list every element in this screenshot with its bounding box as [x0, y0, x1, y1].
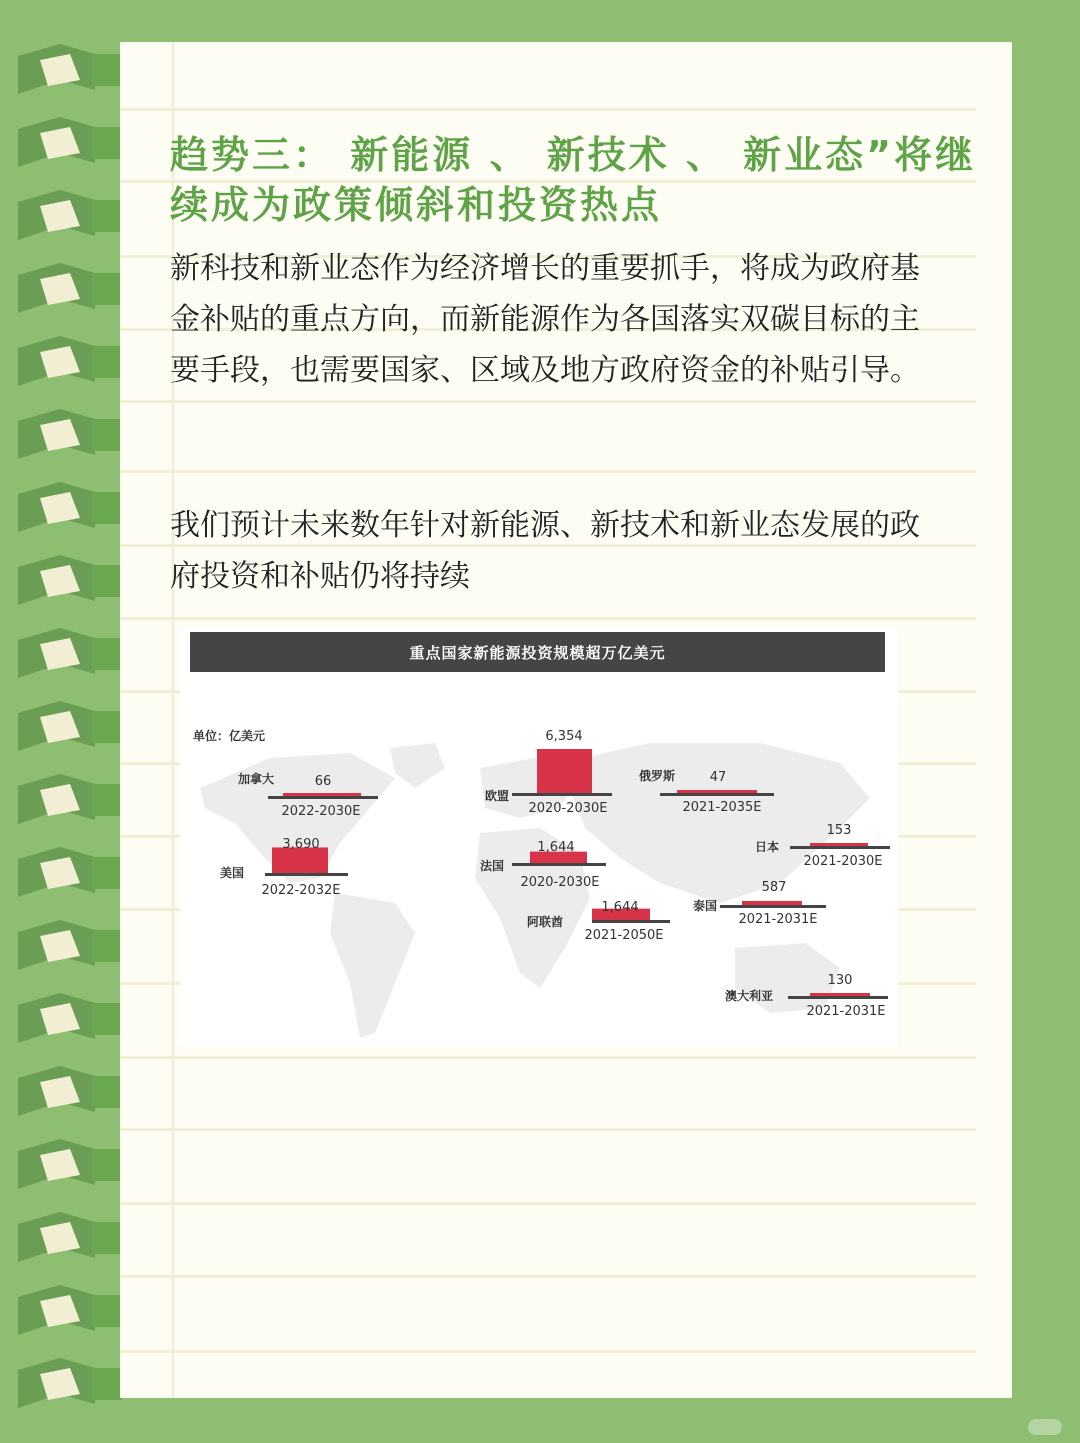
- spiral-tab: [92, 930, 122, 962]
- region-label: 泰国: [693, 899, 718, 913]
- spiral-tab: [92, 1295, 122, 1327]
- bar-baseline: [512, 863, 606, 866]
- data-label: 66: [314, 774, 332, 789]
- region-label: 法国: [480, 859, 505, 873]
- ruled-line: [120, 1350, 976, 1353]
- period-label: 2020-2030E: [528, 801, 608, 816]
- period-label: 2021-2035E: [682, 800, 762, 815]
- ruled-line: [120, 1275, 976, 1278]
- bar-0: [283, 793, 361, 796]
- paragraph-2: 我们预计未来数年针对新能源、新技术和新业态发展的政府投资和补贴仍将持续: [170, 508, 920, 594]
- region-label: 日本: [755, 840, 780, 854]
- bar-baseline: [790, 846, 890, 849]
- data-label: 1,644: [537, 840, 575, 855]
- bar-5: [677, 790, 757, 793]
- bar-6: [810, 843, 868, 846]
- notebook-spiral: [0, 0, 130, 1443]
- watermark-badge: [1028, 1419, 1062, 1435]
- region-label: 澳大利亚: [725, 989, 774, 1003]
- region-label: 欧盟: [485, 789, 510, 803]
- period-label: 2020-2030E: [520, 875, 600, 890]
- page-title: 趋势三： 新能源 、 新技术 、 新业态”将继续成为政策倾斜和投资热点: [170, 133, 977, 227]
- bar-baseline: [592, 920, 670, 923]
- period-label: 2021-2031E: [738, 912, 818, 927]
- spiral-tab: [92, 1076, 122, 1108]
- ruled-line: [120, 470, 976, 473]
- data-label: 587: [761, 880, 787, 895]
- ruled-line: [120, 1202, 976, 1205]
- chart-title: 重点国家新能源投资规模超万亿美元: [190, 632, 885, 672]
- spiral-tab: [92, 1003, 122, 1035]
- data-label: 1,644: [601, 900, 639, 915]
- spiral-tab: [92, 565, 122, 597]
- world-map-chart: [180, 628, 898, 1046]
- spiral-tab: [92, 784, 122, 816]
- paragraph-1: 新科技和新业态作为经济增长的重要抓手，将成为政府基金补贴的重点方向，而新能源作为各国落实双碳目标的主要手段，也需要国家、区域及地方政府资金的补贴引导。: [170, 251, 920, 388]
- period-label: 2021-2050E: [584, 928, 664, 943]
- region-label: 美国: [220, 866, 245, 880]
- ruled-line: [120, 1056, 976, 1059]
- period-label: 2021-2030E: [803, 854, 883, 869]
- spiral-tab: [92, 711, 122, 743]
- ruled-line: [120, 1128, 976, 1131]
- period-label: 2022-2032E: [261, 883, 341, 898]
- bar-baseline: [512, 793, 612, 796]
- spiral-tab: [92, 1149, 122, 1181]
- spiral-tab: [92, 1222, 122, 1254]
- bar-7: [742, 901, 802, 905]
- spiral-tab: [92, 127, 122, 159]
- data-label: 153: [826, 823, 852, 838]
- spiral-tab: [92, 54, 122, 86]
- chart-card: [180, 628, 898, 1046]
- spiral-tab: [92, 346, 122, 378]
- data-label: 6,354: [545, 729, 583, 744]
- data-label: 3,690: [282, 837, 320, 852]
- spiral-tab: [92, 419, 122, 451]
- bar-baseline: [720, 905, 826, 908]
- bar-baseline: [265, 873, 348, 876]
- spiral-tab: [92, 273, 122, 305]
- unit-label: 单位：亿美元: [193, 729, 266, 743]
- spiral-tab: [92, 857, 122, 889]
- spiral-tab: [92, 200, 122, 232]
- bar-8: [810, 993, 870, 996]
- period-label: 2021-2031E: [806, 1004, 886, 1019]
- ruled-line: [120, 400, 976, 403]
- data-label: 130: [827, 973, 853, 988]
- ruled-line: [120, 617, 976, 620]
- spiral-tab: [92, 492, 122, 524]
- region-label: 俄罗斯: [639, 769, 676, 783]
- ruled-line: [120, 108, 976, 111]
- region-label: 加拿大: [238, 772, 275, 786]
- region-label: 阿联酋: [527, 915, 564, 929]
- bar-baseline: [788, 996, 888, 999]
- bar-2: [537, 749, 592, 793]
- period-label: 2022-2030E: [281, 804, 361, 819]
- bar-baseline: [268, 796, 378, 799]
- spiral-tab: [92, 638, 122, 670]
- data-label: 47: [709, 770, 727, 785]
- bar-baseline: [660, 793, 774, 796]
- spiral-tab: [92, 1368, 122, 1400]
